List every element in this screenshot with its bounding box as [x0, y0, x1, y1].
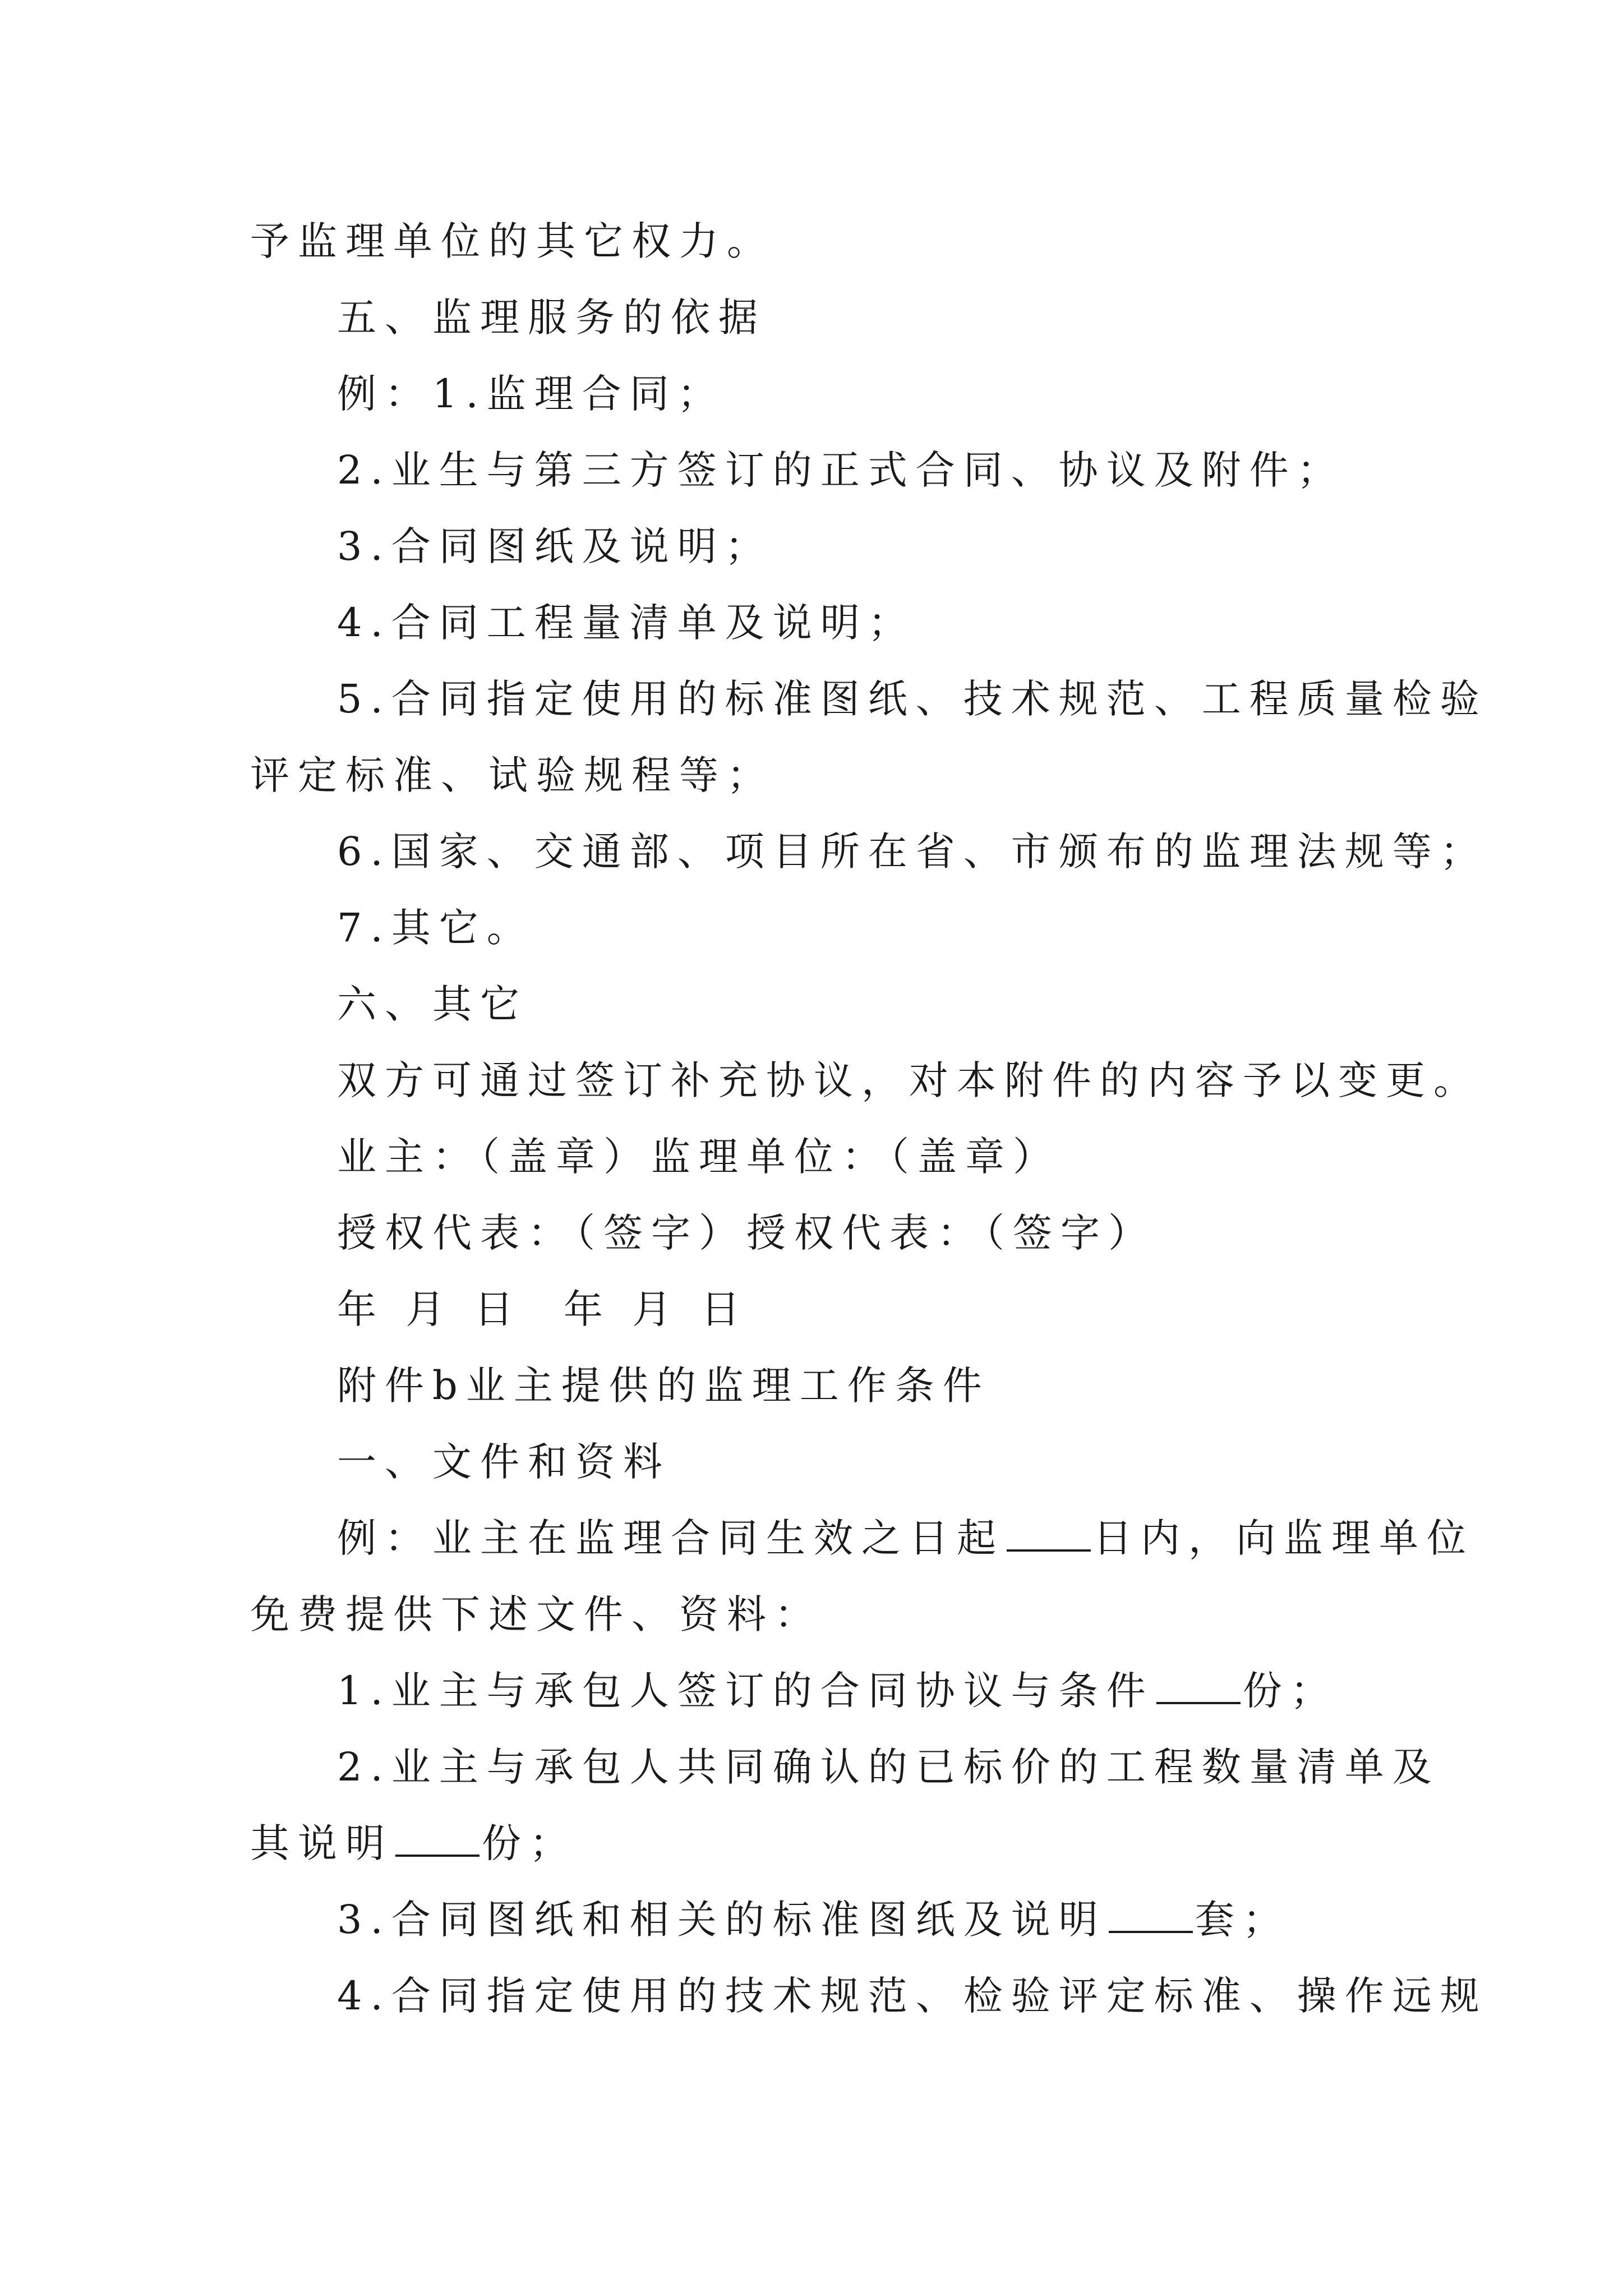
text-segment: 日内，向监理单位: [1093, 1515, 1474, 1561]
signature-representative-line: 授权代表：（签字）授权代表：（签字）: [337, 1210, 1156, 1256]
text-segment: 份；: [1242, 1668, 1338, 1714]
text-line: 7.其它。: [337, 905, 534, 951]
fill-in-blank: [395, 1820, 479, 1857]
fill-in-blank: [1109, 1896, 1193, 1933]
text-line: 3.合同图纸及说明；: [337, 523, 773, 569]
text-line: [337, 1513, 1474, 1563]
section-heading-other: 六、其它: [337, 981, 528, 1027]
date-line: 年 月 日 年 月 日: [337, 1286, 749, 1332]
text-line: [250, 1818, 577, 1869]
text-line: 免费提供下述文件、资料：: [250, 1591, 822, 1637]
text-line: 4.合同指定使用的技术规范、检验评定标准、操作远规: [337, 1973, 1488, 2019]
text-line: 2.业生与第三方签订的正式合同、协议及附件；: [337, 447, 1345, 493]
text-segment: 例：业主在监理合同生效之日起: [337, 1515, 1004, 1561]
text-segment: 3.合同图纸和相关的标准图纸及说明: [337, 1897, 1106, 1943]
text-line: 5.合同指定使用的标准图纸、技术规范、工程质量检验: [337, 676, 1488, 722]
appendix-title: 附件b业主提供的监理工作条件: [337, 1363, 990, 1409]
text-line: 双方可通过签订补充协议，对本附件的内容予以变更。: [337, 1057, 1481, 1103]
text-line: 2.业主与承包人共同确认的已标价的工程数量清单及: [337, 1744, 1440, 1790]
text-segment: 1.业主与承包人签订的合同协议与条件: [337, 1668, 1154, 1714]
section-heading-documents: 一、文件和资料: [337, 1439, 671, 1485]
fill-in-blank: [1156, 1667, 1241, 1704]
section-heading-basis: 五、监理服务的依据: [337, 295, 766, 341]
signature-seal-line: 业主：（盖章）监理单位：（盖章）: [337, 1134, 1061, 1180]
text-segment: 套；: [1195, 1897, 1290, 1943]
fill-in-blank: [1007, 1515, 1091, 1552]
text-line: [337, 1665, 1338, 1716]
text-segment: 份；: [482, 1820, 577, 1866]
text-line: 4.合同工程量清单及说明；: [337, 600, 916, 646]
text-line: 评定标准、试验规程等；: [250, 752, 774, 798]
text-segment: 其说明: [250, 1820, 393, 1866]
text-line: [337, 1894, 1290, 1945]
text-line: 例：1.监理合同；: [337, 371, 725, 417]
text-line: 6.国家、交通部、项目所在省、市颁布的监理法规等；: [337, 829, 1488, 875]
text-line: 予监理单位的其它权力。: [250, 218, 774, 264]
